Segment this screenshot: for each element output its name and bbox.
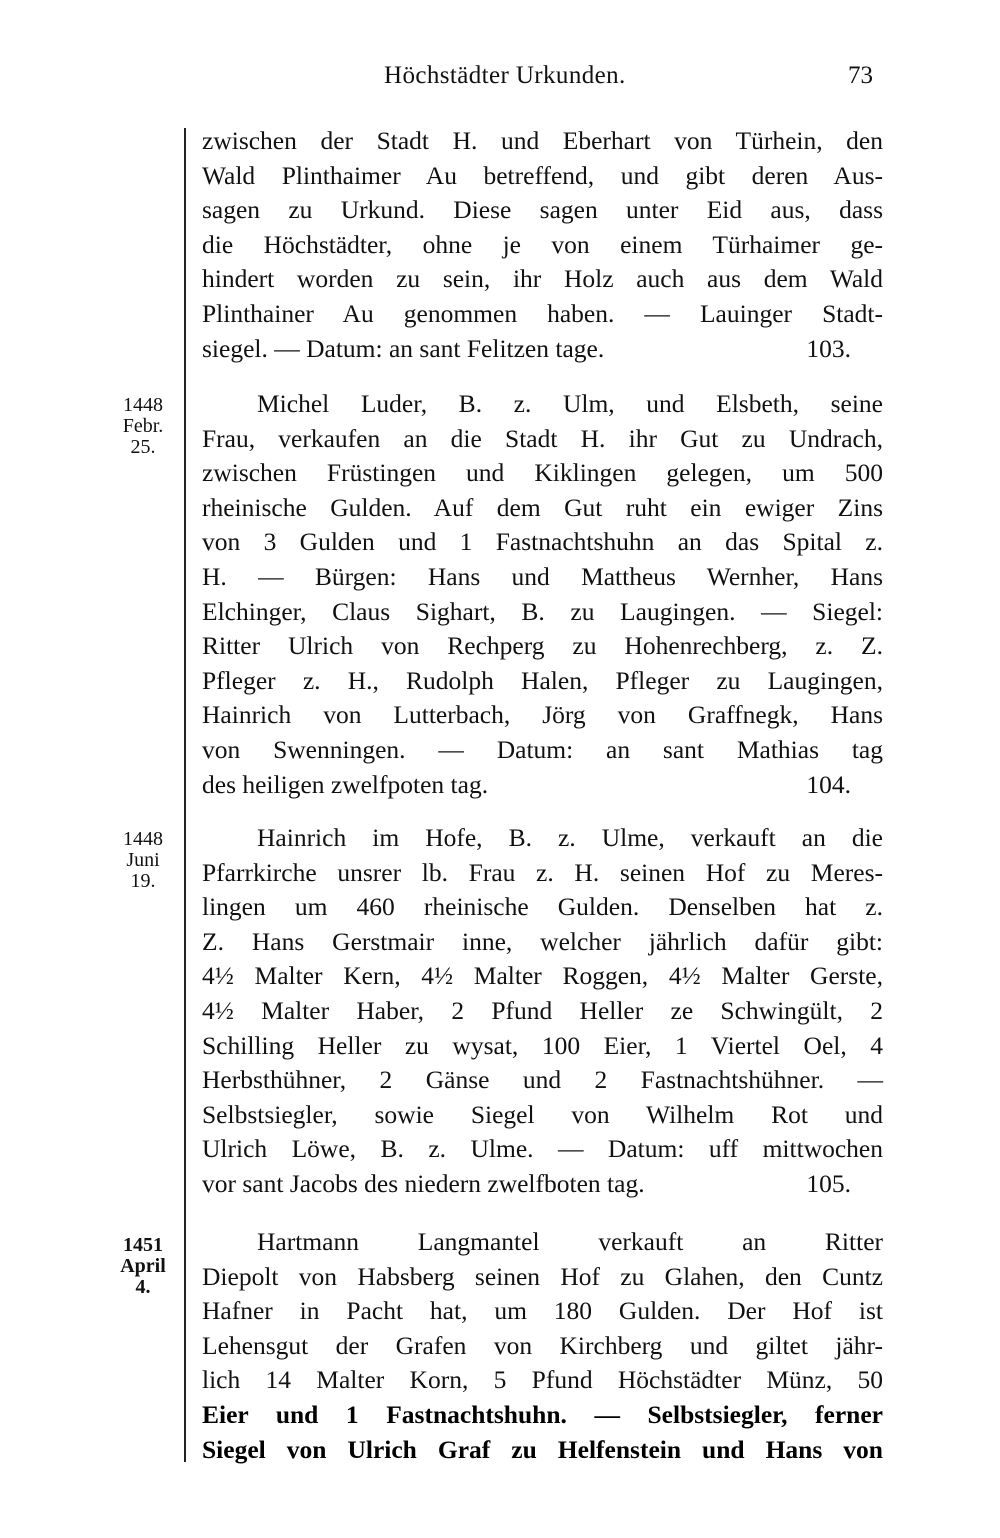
date-year: 1448 bbox=[123, 828, 163, 850]
text-line: 4½ Malter Haber, 2 Pfund Heller ze Schwingült, 2 bbox=[202, 995, 883, 1025]
text-line: Frau, verkaufen an die Stadt H. ihr Gut zu Undrach, bbox=[202, 423, 883, 453]
document-entry-106 bbox=[202, 1225, 883, 1467]
margin-date-104 bbox=[108, 395, 178, 458]
text-line: Schilling Heller zu wysat, 100 Eier, 1 Viertel Oel, 4 bbox=[202, 1030, 883, 1060]
date-month: April bbox=[120, 1255, 166, 1277]
date-year: 1448 bbox=[123, 394, 163, 416]
text-line: die Höchstädter, ohne je von einem Türhaimer ge- bbox=[202, 229, 883, 259]
text-line-with-number bbox=[202, 1167, 883, 1202]
text-line: des heiligen zwelfpoten tag. bbox=[202, 769, 489, 799]
text-line: Lehensgut der Grafen von Kirchberg und giltet jähr- bbox=[202, 1330, 883, 1360]
text-line: von 3 Gulden und 1 Fastnachtshuhn an das Spital z. bbox=[202, 527, 883, 557]
margin-date-105 bbox=[108, 829, 178, 892]
text-line: Eier und 1 Fastnachtshuhn. — Selbstsiegler, ferner bbox=[202, 1399, 883, 1429]
date-month: Juni bbox=[126, 849, 160, 871]
text-line: Ritter Ulrich von Rechperg zu Hohenrechberg, z. Z. bbox=[202, 631, 883, 661]
running-title: Höchstädter Urkunden. bbox=[384, 62, 626, 89]
page-header bbox=[0, 62, 1000, 102]
text-line: Pfarrkirche unsrer lb. Frau z. H. seinen Hof zu Meres- bbox=[202, 857, 883, 887]
document-entry-104 bbox=[202, 387, 883, 802]
date-month: Febr. bbox=[122, 415, 164, 437]
date-year: 1451 bbox=[123, 1234, 163, 1256]
text-line: Hainrich von Lutterbach, Jörg von Graffnegk, Hans bbox=[202, 700, 883, 730]
text-line: vor sant Jacobs des niedern zwelfboten tag. bbox=[202, 1168, 645, 1198]
text-line: lich 14 Malter Korn, 5 Pfund Höchstädter Münz, 50 bbox=[202, 1365, 883, 1395]
text-line: von Swenningen. — Datum: an sant Mathias tag bbox=[202, 734, 883, 764]
text-line: Z. Hans Gerstmair inne, welcher jährlich dafür gibt: bbox=[202, 926, 883, 956]
page-number: 73 bbox=[848, 62, 873, 89]
text-line-with-number bbox=[202, 768, 883, 803]
date-day: 19. bbox=[130, 870, 156, 892]
text-line: zwischen der Stadt H. und Eberhart von Türhein, den bbox=[202, 126, 883, 155]
date-day: 4. bbox=[135, 1276, 151, 1298]
document-entry-105 bbox=[202, 821, 883, 1202]
text-line: rheinische Gulden. Auf dem Gut ruht ein ewiger Zins bbox=[202, 492, 883, 522]
text-line: Michel Luder, B. z. Ulm, und Elsbeth, seine bbox=[257, 389, 883, 418]
margin-rule bbox=[184, 128, 186, 1462]
text-line: hindert worden zu sein, ihr Holz auch aus dem Wald bbox=[202, 264, 883, 294]
text-line: H. — Bürgen: Hans und Mattheus Wernher, Hans bbox=[202, 561, 883, 591]
entry-number: 103. bbox=[806, 333, 851, 363]
text-line: Diepolt von Habsberg seinen Hof zu Glahen, den Cuntz bbox=[202, 1261, 883, 1291]
date-day: 25. bbox=[130, 436, 156, 458]
text-line: Siegel von Ulrich Graf zu Helfenstein und Hans von bbox=[202, 1434, 883, 1464]
entry-number: 104. bbox=[806, 769, 851, 799]
text-line: sagen zu Urkund. Diese sagen unter Eid aus, dass bbox=[202, 195, 883, 225]
text-line: 4½ Malter Kern, 4½ Malter Roggen, 4½ Malter Gerste, bbox=[202, 961, 883, 991]
text-line: Herbsthühner, 2 Gänse und 2 Fastnachtshühner. — bbox=[202, 1065, 883, 1095]
text-line: Hainrich im Hofe, B. z. Ulme, verkauft an die bbox=[257, 823, 883, 852]
entry-number: 105. bbox=[806, 1168, 851, 1198]
text-line: Selbstsiegler, sowie Siegel von Wilhelm Rot und bbox=[202, 1099, 883, 1129]
text-line: Wald Plinthaimer Au betreffend, und gibt deren Aus- bbox=[202, 160, 883, 190]
text-line: zwischen Früstingen und Kiklingen gelegen, um 500 bbox=[202, 458, 883, 488]
text-line: siegel. — Datum: an sant Felitzen tage. bbox=[202, 333, 605, 363]
text-line-with-number bbox=[202, 332, 883, 367]
text-line: Hartmann Langmantel verkauft an Ritter bbox=[257, 1227, 883, 1256]
text-line: Ulrich Löwe, B. z. Ulme. — Datum: uff mittwochen bbox=[202, 1134, 883, 1164]
document-entry-103 bbox=[202, 124, 883, 366]
text-line: Elchinger, Claus Sighart, B. zu Laugingen. — Siegel: bbox=[202, 596, 883, 626]
text-line: Pfleger z. H., Rudolph Halen, Pfleger zu Laugingen, bbox=[202, 665, 883, 695]
margin-date-106 bbox=[108, 1235, 178, 1298]
text-line: Hafner in Pacht hat, um 180 Gulden. Der Hof ist bbox=[202, 1296, 883, 1326]
text-line: lingen um 460 rheinische Gulden. Denselben hat z. bbox=[202, 892, 883, 922]
text-line: Plinthainer Au genommen haben. — Lauinger Stadt- bbox=[202, 298, 883, 328]
